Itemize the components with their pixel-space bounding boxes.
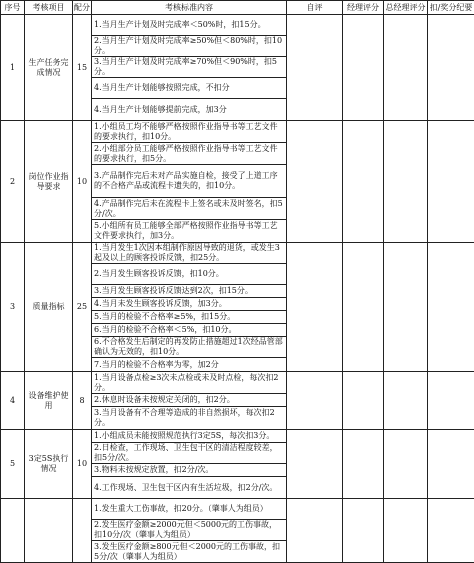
table-row [1, 243, 474, 372]
gm-score-cell[interactable] [384, 243, 428, 372]
gm-score-cell[interactable] [384, 372, 428, 430]
row-item: 生产任务完成情况 [25, 15, 73, 121]
deduction-cell[interactable] [428, 499, 474, 563]
header-deduction: 扣/奖分纪要 [428, 1, 474, 15]
row-item: 岗位作业指导要求 [25, 121, 73, 243]
row-points: 15 [73, 15, 92, 121]
criteria-item: 4.当月未发生顾客投诉反馈，加3分。 [92, 298, 286, 311]
criteria-item: 6.不合格发生后制定的再发防止措施超过1次经品管部确认为无效的，扣10分。 [92, 337, 286, 358]
deduction-cell[interactable] [428, 243, 474, 372]
row-seq: 1 [1, 15, 25, 121]
row-points [73, 499, 92, 563]
criteria-item: 2.当月生产计划及时完成率≥50%但＜80%时，扣10分。 [92, 36, 286, 57]
header-manager-score: 经理评分 [343, 1, 384, 15]
row-criteria [92, 15, 287, 121]
criteria-item: 2.休息时设备未按规定关闭的，扣2分。 [92, 394, 286, 407]
row-item: 设备维护使用 [25, 372, 73, 430]
criteria-item: 2.当月发生顾客投诉反馈，扣10分。 [92, 264, 286, 285]
row-points: 8 [73, 372, 92, 430]
manager-score-cell[interactable] [343, 243, 384, 372]
criteria-item: 2.日检查，工作现场、卫生包干区的清洁程度较差，扣5分/次。 [92, 443, 286, 464]
row-criteria [92, 372, 287, 430]
header-points: 配分 [73, 1, 92, 15]
self-eval-cell[interactable] [287, 243, 343, 372]
self-eval-cell[interactable] [287, 499, 343, 563]
row-criteria [92, 499, 287, 563]
deduction-cell[interactable] [428, 121, 474, 243]
criteria-item: 7.当月的检验不合格率为零，加2分 [92, 358, 286, 371]
gm-score-cell[interactable] [384, 121, 428, 243]
criteria-item: 5.小组所有员工能够全部严格按照作业指导书等工艺文件要求执行，加3分。 [92, 220, 286, 242]
criteria-item: 4.产品制作完后未在流程卡上签名或未及时签名，扣5分/次。 [92, 198, 286, 220]
criteria-item: 4.当月生产计划能够提前完成，加3分 [92, 99, 286, 120]
criteria-item: 3.发生医疗金额≥800元但＜2000元的工伤事故，扣5分/次（肇事人为组员） [92, 541, 286, 562]
manager-score-cell[interactable] [343, 430, 384, 499]
criteria-item: 1.当月生产计划及时完成率＜50%时，扣15分。 [92, 15, 286, 36]
table-row [1, 430, 474, 499]
header-gm-score: 总经理评分 [384, 1, 428, 15]
gm-score-cell[interactable] [384, 15, 428, 121]
criteria-item: 1.小组员工均不能够严格按照作业指导书等工艺文件的要求执行，扣10分。 [92, 121, 286, 143]
row-item: 3定5S执行情况 [25, 430, 73, 499]
self-eval-cell[interactable] [287, 15, 343, 121]
criteria-item: 4.工作现场、卫生包干区内有生活垃圾，扣2分/次。 [92, 477, 286, 498]
criteria-item: 1.当月发生1次因本组制作原因导致的退货，或发生3起及以上的顾客投诉反馈，扣25分。 [92, 243, 286, 264]
row-points: 10 [73, 430, 92, 499]
criteria-item: 3.物料未按规定放置，扣2分/次。 [92, 464, 286, 477]
deduction-cell[interactable] [428, 372, 474, 430]
criteria-item: 3.当月发生顾客投诉反馈达到2次，扣15分。 [92, 285, 286, 298]
header-row [1, 1, 474, 15]
criteria-item: 2.小组部分员工能够严格按照作业指导书等工艺文件的要求执行，扣5分。 [92, 143, 286, 165]
header-criteria: 考核标准内容 [92, 1, 287, 15]
row-points: 25 [73, 243, 92, 372]
row-item [25, 499, 73, 563]
header-item: 考核项目 [25, 1, 73, 15]
self-eval-cell[interactable] [287, 430, 343, 499]
header-self-eval: 自评 [287, 1, 343, 15]
self-eval-cell[interactable] [287, 372, 343, 430]
row-seq: 4 [1, 372, 25, 430]
criteria-item: 3.当月生产计划及时完成率≥70%但＜90%时，扣5分。 [92, 57, 286, 78]
row-seq [1, 499, 25, 563]
row-seq: 5 [1, 430, 25, 499]
row-item: 质量指标 [25, 243, 73, 372]
row-seq: 3 [1, 243, 25, 372]
table-row [1, 499, 474, 563]
criteria-item: 1.当月设备点检≥3次未点检或未及时点检，每次扣2分。 [92, 372, 286, 394]
gm-score-cell[interactable] [384, 430, 428, 499]
table-row [1, 372, 474, 430]
header-seq: 序号 [1, 1, 25, 15]
deduction-cell[interactable] [428, 430, 474, 499]
criteria-item: 1.小组成员未能按照规范执行3定5S，每次扣3分。 [92, 430, 286, 443]
criteria-item: 2.发生医疗金额≥2000元但＜5000元的工伤事故，扣10分/次（肇事人为组员） [92, 520, 286, 541]
self-eval-cell[interactable] [287, 121, 343, 243]
manager-score-cell[interactable] [343, 372, 384, 430]
criteria-item: 3.当月设备有不合理等造成的非自然损坏，每次扣2分。 [92, 407, 286, 429]
criteria-item: 1.发生重大工伤事故，扣20分。（肇事人为组员） [92, 499, 286, 520]
criteria-item: 4.当月生产计划能够按照完成，不扣分 [92, 78, 286, 99]
table-row [1, 15, 474, 121]
row-criteria [92, 243, 287, 372]
row-seq: 2 [1, 121, 25, 243]
gm-score-cell[interactable] [384, 499, 428, 563]
deduction-cell[interactable] [428, 15, 474, 121]
criteria-item: 5.当月的检验不合格率≥5%，扣15分。 [92, 311, 286, 324]
row-criteria [92, 430, 287, 499]
manager-score-cell[interactable] [343, 121, 384, 243]
row-points: 10 [73, 121, 92, 243]
criteria-item: 3.产品制作完后未对产品实施自检，接受了上道工序的不合格产品或流程卡遗失的，扣10分。 [92, 165, 286, 198]
manager-score-cell[interactable] [343, 15, 384, 121]
table-row [1, 121, 474, 243]
manager-score-cell[interactable] [343, 499, 384, 563]
criteria-item: 6.当月的检验不合格率＜5%，扣10分。 [92, 324, 286, 337]
row-criteria [92, 121, 287, 243]
